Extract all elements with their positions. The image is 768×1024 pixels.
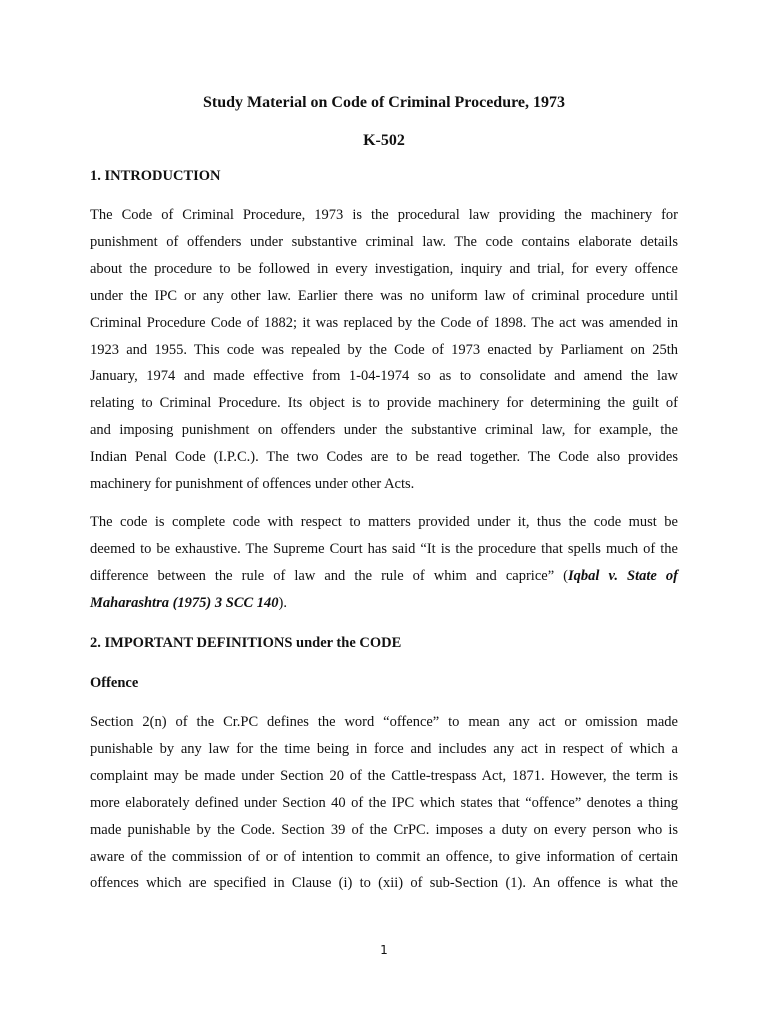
text-line: punishable by any law for the time being in force and includes any act in respect of which a	[90, 740, 678, 757]
page-number: 1	[380, 943, 388, 957]
text-line: relating to Criminal Procedure. Its object is to provide machinery for determining the guilt of	[90, 395, 678, 412]
introduction-heading: 1. INTRODUCTION	[90, 168, 221, 184]
text-line: 1923 and 1955. This code was repealed by the Code of 1973 enacted by Parliament on 25th	[90, 341, 678, 358]
text-line: complaint may be made under Section 20 of the Cattle-trespass Act, 1871. However, the term is	[90, 767, 678, 784]
case-citation: Maharashtra (1975) 3 SCC 140	[90, 594, 279, 611]
text-segment: ).	[278, 594, 288, 611]
text-line	[90, 590, 678, 617]
text-line: and imposing punishment on offenders under the substantive criminal law, for example, the	[90, 422, 678, 439]
text-line: under the IPC or any other law. Earlier there was no uniform law of criminal procedure until	[90, 287, 678, 304]
offence-subheading: Offence	[90, 675, 139, 691]
text-line: Section 2(n) of the Cr.PC defines the word “offence” to mean any act or omission made	[90, 714, 678, 730]
text-line: punishment of offenders under substantive criminal law. The code contains elaborate details	[90, 233, 678, 250]
definitions-heading: 2. IMPORTANT DEFINITIONS under the CODE	[90, 635, 402, 651]
case-citation: Iqbal v. State of	[568, 567, 678, 584]
introduction-paragraph-2	[90, 509, 678, 617]
text-line: The code is complete code with respect to matters provided under it, thus the code must be	[90, 514, 678, 530]
text-line: about the procedure to be followed in every investigation, inquiry and trial, for every offence	[90, 260, 678, 277]
text-line: aware of the commission of or of intention to commit an offence, to give information of certain	[90, 848, 678, 865]
text-line: Criminal Procedure Code of 1882; it was replaced by the Code of 1898. The act was amended in	[90, 314, 678, 331]
document-code: K-502	[363, 132, 405, 149]
introduction-paragraph-1	[90, 202, 678, 498]
text-line: offences which are specified in Clause (i) to (xii) of sub-Section (1). An offence is what the	[90, 875, 678, 892]
text-line: deemed to be exhaustive. The Supreme Court has said “It is the procedure that spells much of the	[90, 540, 678, 557]
text-segment: difference between the rule of law and the rule of whim and caprice” (	[90, 567, 569, 584]
offence-paragraph	[90, 709, 678, 897]
document-page	[90, 0, 678, 1024]
text-line: more elaborately defined under Section 40 of the IPC which states that “offence” denotes a thing	[90, 794, 678, 811]
text-line: Indian Penal Code (I.P.C.). The two Codes are to be read together. The Code also provides	[90, 449, 678, 466]
text-line	[90, 563, 678, 590]
document-title: Study Material on Code of Criminal Procedure, 1973	[202, 94, 566, 111]
text-line: machinery for punishment of offences under other Acts.	[90, 476, 415, 493]
text-line: January, 1974 and made effective from 1-04-1974 so as to consolidate and amend the law	[90, 368, 678, 385]
text-line: made punishable by the Code. Section 39 of the CrPC. imposes a duty on every person who is	[90, 821, 678, 838]
text-line: The Code of Criminal Procedure, 1973 is the procedural law providing the machinery for	[90, 207, 678, 223]
